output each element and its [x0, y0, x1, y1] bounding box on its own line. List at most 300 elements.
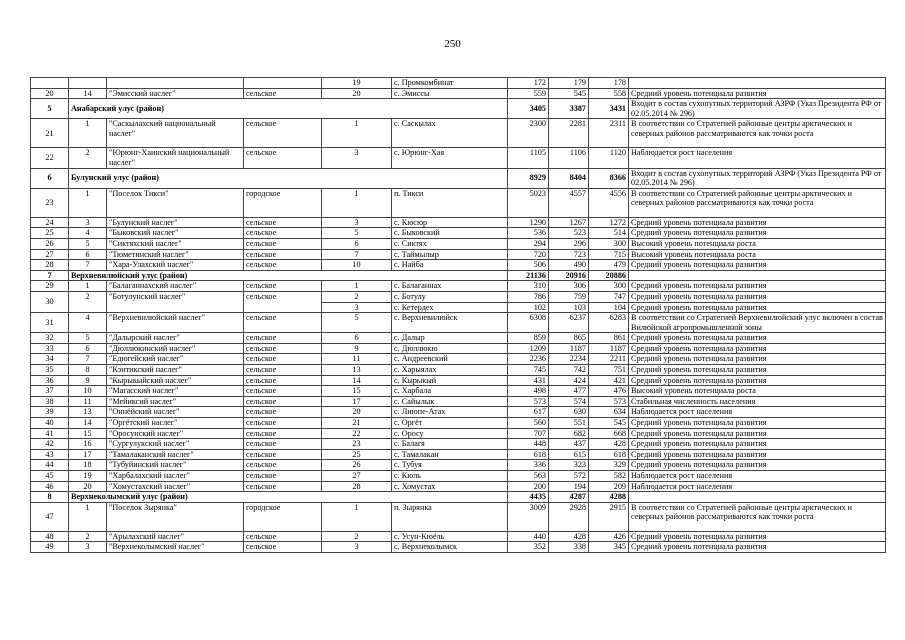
municipality-name: "Юрюнг-Хаинский национальный наслег": [107, 148, 244, 168]
district-note: [629, 492, 886, 503]
development-note: Высокий уровень потенциала роста: [629, 249, 886, 260]
population-v3: 2915: [589, 502, 629, 531]
settlement-name: с. Кюсюр: [392, 217, 508, 228]
development-note: В соответствии со Стратегией Верхневилюйский улус включен в состав Вилюйской агропромышленной зоны: [629, 313, 886, 333]
row-number: [31, 78, 69, 89]
population-v2: 2281: [549, 119, 589, 148]
municipality-type: сельское: [244, 365, 322, 376]
population-v3: 573: [589, 396, 629, 407]
development-note: Средний уровень потенциала развития: [629, 428, 886, 439]
district-row: [31, 168, 886, 188]
population-v3: 345: [589, 542, 629, 553]
settlement-name: с. Балаганнах: [392, 281, 508, 292]
row-number: 30: [31, 291, 69, 312]
development-note: Наблюдается рост населения: [629, 148, 886, 168]
municipality-number: 16: [69, 439, 107, 450]
row-number: 46: [31, 481, 69, 492]
table-row: [31, 291, 886, 302]
population-v1: 560: [508, 418, 549, 429]
municipality-name: "Кырыкыйский наслег": [107, 375, 244, 386]
table-row: [31, 396, 886, 407]
table-row: [31, 386, 886, 397]
settlement-number: 21: [322, 418, 392, 429]
municipality-number: 17: [69, 449, 107, 460]
table-row: [31, 88, 886, 99]
settlement-number: 25: [322, 449, 392, 460]
municipality-name: "Поселок Тикси": [107, 188, 244, 217]
municipality-number: 8: [69, 365, 107, 376]
row-number: 23: [31, 188, 69, 217]
municipality-type: сельское: [244, 119, 322, 148]
population-v2: 1267: [549, 217, 589, 228]
development-note: Наблюдается рост населения: [629, 471, 886, 482]
population-v1: 559: [508, 88, 549, 99]
district-population-v2: 20916: [549, 270, 589, 281]
municipality-number: [69, 78, 107, 89]
table-row: [31, 119, 886, 148]
row-number: 27: [31, 249, 69, 260]
municipality-type: сельское: [244, 343, 322, 354]
settlement-name: с. Ботулу: [392, 291, 508, 302]
population-v2: 615: [549, 449, 589, 460]
municipality-number: 3: [69, 217, 107, 228]
development-note: Средний уровень потенциала развития: [629, 375, 886, 386]
settlement-name: с. Далыр: [392, 333, 508, 344]
population-v3: 2211: [589, 354, 629, 365]
municipality-type: сельское: [244, 531, 322, 542]
settlements-table: [30, 77, 886, 553]
municipality-number: 1: [69, 281, 107, 292]
table-row: [31, 449, 886, 460]
population-v1: 498: [508, 386, 549, 397]
municipality-number: 1: [69, 119, 107, 148]
row-number: 44: [31, 460, 69, 471]
table-row: [31, 313, 886, 333]
table-row: [31, 439, 886, 450]
settlement-name: с. Саскылах: [392, 119, 508, 148]
row-number: 45: [31, 471, 69, 482]
development-note: Средний уровень потенциала развития: [629, 291, 886, 302]
population-v3: 668: [589, 428, 629, 439]
settlement-number: 9: [322, 343, 392, 354]
row-number: 47: [31, 502, 69, 531]
development-note: Средний уровень потенциала развития: [629, 460, 886, 471]
development-note: Средний уровень потенциала развития: [629, 365, 886, 376]
population-v1: 431: [508, 375, 549, 386]
municipality-number: 2: [69, 531, 107, 542]
settlement-name: с. Кетердех: [392, 302, 508, 313]
municipality-name: "Тамалаканский наслег": [107, 449, 244, 460]
development-note: Средний уровень потенциала развития: [629, 333, 886, 344]
municipality-name: "Сиктяхский наслег": [107, 238, 244, 249]
row-number: 42: [31, 439, 69, 450]
row-number: 35: [31, 365, 69, 376]
settlement-name: с. Харыялах: [392, 365, 508, 376]
development-note: Высокий уровень потенциала роста: [629, 238, 886, 249]
population-v2: 865: [549, 333, 589, 344]
settlement-number: 26: [322, 460, 392, 471]
municipality-name: "Эмисский наслег": [107, 88, 244, 99]
table-row: [31, 333, 886, 344]
population-v1: 536: [508, 228, 549, 239]
development-note: Высокий уровень потенциала роста: [629, 386, 886, 397]
row-number: 28: [31, 260, 69, 271]
municipality-name: "Оросунский наслег": [107, 428, 244, 439]
municipality-number: 1: [69, 188, 107, 217]
population-v2: 424: [549, 375, 589, 386]
population-v2: 323: [549, 460, 589, 471]
development-note: В соответствии со Стратегией районные центры арктических и северных районов рассматриваются как точки роста: [629, 502, 886, 531]
settlement-number: 1: [322, 281, 392, 292]
population-v2: 551: [549, 418, 589, 429]
table-row: [31, 148, 886, 168]
municipality-number: 3: [69, 542, 107, 553]
municipality-type: сельское: [244, 260, 322, 271]
settlement-number: 20: [322, 88, 392, 99]
municipality-number: 4: [69, 313, 107, 333]
population-v2: 103: [549, 302, 589, 313]
municipality-number: 14: [69, 418, 107, 429]
row-number: 49: [31, 542, 69, 553]
population-v1: 352: [508, 542, 549, 553]
population-v1: 707: [508, 428, 549, 439]
population-v3: 1120: [589, 148, 629, 168]
municipality-name: "Оннёйский наслег": [107, 407, 244, 418]
population-v3: 751: [589, 365, 629, 376]
development-note: В соответствии со Стратегией районные центры арктических и северных районов рассматриваются как точки роста: [629, 188, 886, 217]
municipality-name: "Харбалахский наслег": [107, 471, 244, 482]
municipality-number: 7: [69, 354, 107, 365]
settlement-number: 3: [322, 217, 392, 228]
district-row: [31, 270, 886, 281]
municipality-type: сельское: [244, 439, 322, 450]
development-note: Средний уровень потенциала развития: [629, 302, 886, 313]
municipality-type: сельское: [244, 396, 322, 407]
district-population-v1: 21136: [508, 270, 549, 281]
population-v2: 682: [549, 428, 589, 439]
settlement-number: 27: [322, 471, 392, 482]
municipality-name: "Дюллюкинский наслег": [107, 343, 244, 354]
settlement-number: 22: [322, 428, 392, 439]
district-population-v1: 8929: [508, 168, 549, 188]
settlement-name: с. Кюль: [392, 471, 508, 482]
settlement-number: 20: [322, 407, 392, 418]
population-v2: 338: [549, 542, 589, 553]
table-row: [31, 531, 886, 542]
population-v3: 476: [589, 386, 629, 397]
population-v1: 200: [508, 481, 549, 492]
settlement-name: с. Балагя: [392, 439, 508, 450]
table-row: [31, 260, 886, 271]
table-row: [31, 249, 886, 260]
municipality-type: сельское: [244, 148, 322, 168]
municipality-type: сельское: [244, 542, 322, 553]
population-v3: 6283: [589, 313, 629, 333]
settlement-number: 17: [322, 396, 392, 407]
municipality-type: сельское: [244, 281, 322, 292]
population-v2: 1106: [549, 148, 589, 168]
district-row: [31, 99, 886, 119]
municipality-name: "Балаганнахский наслег": [107, 281, 244, 292]
population-v1: 6308: [508, 313, 549, 333]
population-v2: 428: [549, 531, 589, 542]
settlement-number: 2: [322, 291, 392, 302]
settlement-name: с. Верхнеколымск: [392, 542, 508, 553]
settlement-name: с. Андреевский: [392, 354, 508, 365]
municipality-number: 7: [69, 260, 107, 271]
table-row: [31, 471, 886, 482]
municipality-type: сельское: [244, 313, 322, 333]
table-row: [31, 460, 886, 471]
district-population-v1: 4435: [508, 492, 549, 503]
population-v2: 437: [549, 439, 589, 450]
development-note: Средний уровень потенциала развития: [629, 418, 886, 429]
population-v2: 490: [549, 260, 589, 271]
district-note: Входит в состав сухопутных территорий АЗРФ (Указ Президента РФ от 02.05.2014 № 296): [629, 168, 886, 188]
row-number: 37: [31, 386, 69, 397]
settlement-number: 3: [322, 148, 392, 168]
row-number: 36: [31, 375, 69, 386]
district-name: Анабарский улус (район): [69, 99, 508, 119]
population-v2: 742: [549, 365, 589, 376]
settlement-number: 15: [322, 386, 392, 397]
municipality-number: 4: [69, 228, 107, 239]
population-v2: 572: [549, 471, 589, 482]
population-v3: 715: [589, 249, 629, 260]
municipality-name: "Оргётский наслег": [107, 418, 244, 429]
population-v3: 634: [589, 407, 629, 418]
table-row: [31, 428, 886, 439]
population-v3: 861: [589, 333, 629, 344]
table-row: [31, 188, 886, 217]
municipality-type: городское: [244, 188, 322, 217]
row-number: 29: [31, 281, 69, 292]
population-v2: 574: [549, 396, 589, 407]
municipality-name: "Саскылахский национальный наслег": [107, 119, 244, 148]
row-number: 33: [31, 343, 69, 354]
table-row: [31, 418, 886, 429]
settlement-number: 6: [322, 333, 392, 344]
population-v1: 506: [508, 260, 549, 271]
population-v3: 178: [589, 78, 629, 89]
settlement-number: 14: [322, 375, 392, 386]
municipality-number: 5: [69, 333, 107, 344]
development-note: Средний уровень потенциала развития: [629, 88, 886, 99]
row-number: 22: [31, 148, 69, 168]
table-row: [31, 542, 886, 553]
municipality-name: "Кэнтикский наслег": [107, 365, 244, 376]
development-note: Средний уровень потенциала развития: [629, 343, 886, 354]
settlement-name: с. Промкомбинат: [392, 78, 508, 89]
population-v1: 618: [508, 449, 549, 460]
population-v3: 558: [589, 88, 629, 99]
municipality-name: "Поселок Зырянка": [107, 502, 244, 531]
municipality-number: 19: [69, 471, 107, 482]
settlement-name: с. Сайылык: [392, 396, 508, 407]
population-v1: 1290: [508, 217, 549, 228]
municipality-type: сельское: [244, 449, 322, 460]
municipality-number: 10: [69, 386, 107, 397]
municipality-name: "Едюгейский наслег": [107, 354, 244, 365]
municipality-type: сельское: [244, 481, 322, 492]
municipality-type: сельское: [244, 291, 322, 312]
settlement-name: с. Эмиссы: [392, 88, 508, 99]
row-number: 40: [31, 418, 69, 429]
population-v3: 747: [589, 291, 629, 302]
population-v2: 1187: [549, 343, 589, 354]
municipality-number: 15: [69, 428, 107, 439]
population-v3: 2311: [589, 119, 629, 148]
municipality-name: "Быковский наслег": [107, 228, 244, 239]
population-v2: 179: [549, 78, 589, 89]
settlement-name: с. Сиктях: [392, 238, 508, 249]
development-note: Средний уровень потенциала развития: [629, 542, 886, 553]
row-number: 32: [31, 333, 69, 344]
population-v1: 440: [508, 531, 549, 542]
development-note: Средний уровень потенциала развития: [629, 228, 886, 239]
row-number: 48: [31, 531, 69, 542]
row-number: 25: [31, 228, 69, 239]
settlement-name: с. Тамалакан: [392, 449, 508, 460]
municipality-name: "Булунский наслег": [107, 217, 244, 228]
district-population-v2: 8404: [549, 168, 589, 188]
row-number: 24: [31, 217, 69, 228]
settlement-name: с. Харбала: [392, 386, 508, 397]
development-note: Средний уровень потенциала развития: [629, 260, 886, 271]
municipality-type: сельское: [244, 217, 322, 228]
settlement-number: 1: [322, 119, 392, 148]
settlement-name: с. Оросу: [392, 428, 508, 439]
district-population-v2: 4287: [549, 492, 589, 503]
development-note: В соответствии со Стратегией районные центры арктических и северных районов рассматриваются как точки роста: [629, 119, 886, 148]
table-row: [31, 365, 886, 376]
population-v2: 194: [549, 481, 589, 492]
settlement-number: 3: [322, 302, 392, 313]
settlement-number: 5: [322, 228, 392, 239]
settlement-number: 28: [322, 481, 392, 492]
population-v2: 630: [549, 407, 589, 418]
population-v3: 1272: [589, 217, 629, 228]
development-note: Средний уровень потенциала развития: [629, 354, 886, 365]
population-v1: 573: [508, 396, 549, 407]
settlement-name: с. Юрюнг-Хая: [392, 148, 508, 168]
municipality-number: 6: [69, 343, 107, 354]
settlement-name: с. Быковский: [392, 228, 508, 239]
population-v1: 1105: [508, 148, 549, 168]
municipality-name: "Ботулунский наслег": [107, 291, 244, 312]
development-note: Наблюдается рост населения: [629, 481, 886, 492]
municipality-type: сельское: [244, 238, 322, 249]
population-v1: 1209: [508, 343, 549, 354]
row-number: 20: [31, 88, 69, 99]
table-row: [31, 228, 886, 239]
municipality-type: [244, 78, 322, 89]
table-row: [31, 407, 886, 418]
population-v3: 300: [589, 238, 629, 249]
municipality-type: городское: [244, 502, 322, 531]
population-v1: 310: [508, 281, 549, 292]
municipality-type: сельское: [244, 460, 322, 471]
population-v3: 479: [589, 260, 629, 271]
municipality-type: сельское: [244, 407, 322, 418]
table-row: [31, 502, 886, 531]
settlement-name: с. Лиюпе-Атах: [392, 407, 508, 418]
district-name: Верхнеколымский улус (район): [69, 492, 508, 503]
population-v3: 421: [589, 375, 629, 386]
population-v3: 428: [589, 439, 629, 450]
row-number: 31: [31, 313, 69, 333]
population-v1: 720: [508, 249, 549, 260]
population-v2: 759: [549, 291, 589, 302]
population-v3: 426: [589, 531, 629, 542]
population-v1: 336: [508, 460, 549, 471]
page-number: 250: [444, 38, 461, 50]
municipality-name: "Сургулукский наслег": [107, 439, 244, 450]
development-note: Средний уровень потенциала развития: [629, 449, 886, 460]
population-v2: 723: [549, 249, 589, 260]
settlement-number: 19: [322, 78, 392, 89]
population-v1: 5023: [508, 188, 549, 217]
population-v2: 4557: [549, 188, 589, 217]
district-note: [629, 270, 886, 281]
municipality-name: "Арылахский наслег": [107, 531, 244, 542]
table-row: [31, 375, 886, 386]
population-v1: 617: [508, 407, 549, 418]
municipality-name: [107, 78, 244, 89]
district-row: [31, 492, 886, 503]
municipality-type: сельское: [244, 228, 322, 239]
settlement-name: с. Таймылыр: [392, 249, 508, 260]
population-v1: 172: [508, 78, 549, 89]
municipality-type: сельское: [244, 88, 322, 99]
municipality-type: сельское: [244, 428, 322, 439]
municipality-name: "Магасский наслег": [107, 386, 244, 397]
population-v2: 545: [549, 88, 589, 99]
municipality-number: 11: [69, 396, 107, 407]
municipality-name: "Хомустахский наслег": [107, 481, 244, 492]
municipality-type: сельское: [244, 354, 322, 365]
municipality-number: 6: [69, 249, 107, 260]
table-row: [31, 238, 886, 249]
settlement-number: 10: [322, 260, 392, 271]
district-population-v1: 3405: [508, 99, 549, 119]
population-v2: 2928: [549, 502, 589, 531]
settlement-name: с. Верхневилюйск: [392, 313, 508, 333]
population-v3: 300: [589, 281, 629, 292]
development-note: Наблюдается рост населения: [629, 407, 886, 418]
settlement-number: 6: [322, 238, 392, 249]
district-number: 7: [31, 270, 69, 281]
row-number: 21: [31, 119, 69, 148]
population-v3: 1187: [589, 343, 629, 354]
municipality-type: сельское: [244, 386, 322, 397]
municipality-number: 13: [69, 407, 107, 418]
municipality-name: "Верхнеколымский наслег": [107, 542, 244, 553]
population-v2: 296: [549, 238, 589, 249]
table-row: [31, 78, 886, 89]
table-row: [31, 481, 886, 492]
settlement-number: 23: [322, 439, 392, 450]
development-note: Средний уровень потенциала развития: [629, 439, 886, 450]
municipality-number: 1: [69, 502, 107, 531]
municipality-name: "Далырский наслег": [107, 333, 244, 344]
municipality-number: 5: [69, 238, 107, 249]
population-v3: 582: [589, 471, 629, 482]
population-v1: 294: [508, 238, 549, 249]
population-v3: 209: [589, 481, 629, 492]
settlement-name: п. Зырянка: [392, 502, 508, 531]
table-row: [31, 217, 886, 228]
